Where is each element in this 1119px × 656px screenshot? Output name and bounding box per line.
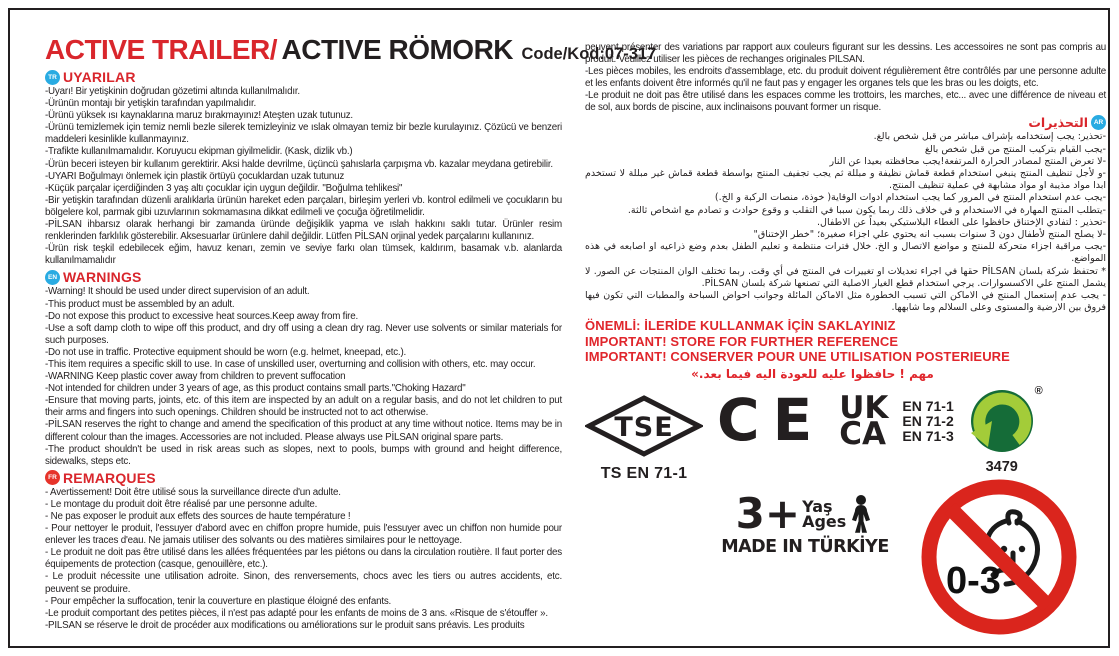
warning-line: - Pour nettoyer le produit, l'essuyer d'abord avec en chiffon propre humide, puis l'essuyer avec un chiffon non humide pour enlever les traces d'eau. Ne jamais utiliser des solvants ou des matières similaires pour le nettoyage. xyxy=(45,523,562,547)
section-title-en: WARNINGS xyxy=(63,269,142,286)
page-title xyxy=(45,34,657,66)
warnings-list-en xyxy=(45,286,562,467)
warning-line: -Bir yetişkin tarafından düzenli aralıklarla ürünün hareket eden parçaları, birleşim yerleri vb. kontrol edilmeli ve çocukların bu bölgelere kol, parmak gibi uzuvlarının sokmamasına dikkat edilmeli ve çocuğa öğretilmelidir. xyxy=(45,194,562,218)
warning-line: -Not intended for children under 3 years of age, as this product contains small parts."Choking Hazard" xyxy=(45,383,466,395)
en-standards-list xyxy=(902,399,953,444)
warning-line: - Pour empêcher la suffocation, tenir la couverture en plastique éloigné des enfants. xyxy=(45,595,392,607)
age-grading-block xyxy=(710,488,900,557)
warning-line: -UYARI Boğulmayı önlemek için plastik örtüyü çocuklardan uzak tutunuz xyxy=(45,170,345,182)
warning-line: - Avertissement! Doit être utilisé sous la surveillance directe d'un adulte. xyxy=(45,486,341,498)
important-notice-en: IMPORTANT! STORE FOR FURTHER REFERENCE xyxy=(585,333,899,349)
age-0-3-prohibition-sign xyxy=(921,479,1077,635)
warning-line: -تحذير: يجب إستخدامه بإشراف مباشر من قبل شخص بالغ. xyxy=(873,131,1106,143)
warning-line: -PİLSAN ihbarsız olarak herhangi bir zamanda üründe değişiklik yapma ve ıslah hakkını saklı tutar. Ürünler resim renklerinden farklılık gösterebilir. Aksesuarlar ürünlere dahil değildir. Lütfen PİLSAN orjinal yedek parçalarını kullanınız. xyxy=(45,219,562,243)
bottom-row xyxy=(585,487,1106,656)
warning-line: -يجب مراقبة اجزاء متحركة للمنتج و مواضع الاتصال و الخ. خلال فترات منتظمة و تعليم الطفل بعدم وضع ذراعيه او اصابعه في هذه المواضع. xyxy=(585,241,1106,265)
warning-line: -Ürün risk teşkil edebilecek eğim, havuz kenarı, zemin ve seviye farkı olan tümsek, kaldırım, basamak v.b. alanlarda kullanılmamalıdır xyxy=(45,243,562,267)
age-word-labels xyxy=(802,496,847,531)
green-dot-mark xyxy=(970,384,1043,475)
section-header-ar xyxy=(585,115,1106,130)
warning-line: - Le produit nécessite une utilisation adroite. Sinon, des renversements, chocs avec les tiers ou autres accidents, etc. peuvent se produire. xyxy=(45,571,562,595)
ukca-mark xyxy=(839,389,889,452)
child-figure-icon xyxy=(848,494,874,534)
warning-line: - Le produit ne doit pas être utilisé dans les allées fréquentées par les piétons ou dans la circulation routière. Il faut porter des équipements de protection (casque, genouillère, etc.). xyxy=(45,547,562,571)
warning-line: -Le produit ne doit pas être utilisé dans les espaces comme les trottoirs, les marches, etc... avec une différence de niveau et de sol, aux bords de piscine, aux inclinaisons pouvant former un risque. xyxy=(585,89,1106,113)
warning-line: -Küçük parçalar içerdiğinden 3 yaş altı çocuklar için uygun değildir. "Boğulma tehlikesi" xyxy=(45,182,403,194)
ce-mark: CE xyxy=(717,385,826,454)
section-header-en xyxy=(45,269,562,285)
warning-line: -PILSAN se réserve le droit de procéder aux modifications ou améliorations sur le produit sans préavis. Les produits xyxy=(45,619,525,631)
age-label-tr: Yaş xyxy=(802,496,833,516)
product-name-en: ACTIVE TRAILER/ xyxy=(45,34,278,65)
age-plus-label: 3+ xyxy=(735,488,801,538)
made-in-label: MADE IN TÜRKİYE xyxy=(721,536,889,557)
warning-line: - يجب عدم إستعمال المنتج في الاماكن التي تسبب الخطورة مثل الاماكن المائلة وجوانب احواض السباحة والمطبات التي تكون فيها فروق بين الارضية والمستوى وعلى السلالم وما شابهها. xyxy=(585,290,1106,314)
warning-line: -يتطلب المنتج المهارة في الاستخدام و في خلاف ذلك ربما يكون سببا في التقلب و وقوع حوادث و تصادم مع اشخاص ثالثة. xyxy=(627,204,1106,216)
no-children-0-3-icon xyxy=(921,479,1077,635)
important-notice-fr: IMPORTANT! CONSERVER POUR UNE UTILISATION POSTERIEURE xyxy=(585,349,1010,365)
warnings-list-ar xyxy=(585,131,1106,314)
ukca-line2: CA xyxy=(839,415,886,452)
warning-line: -PİLSAN reserves the right to change and amend the specification of this product at any time without notice. Items may be in different colour than the images. Accessories are not included. Please always use PİLSAN original spare parts. xyxy=(45,419,562,443)
age-label-en: Ages xyxy=(802,511,847,531)
important-notices xyxy=(585,318,1106,381)
warning-line: -Ürünün montajı bir yetişkin tarafından yapılmalıdır. xyxy=(45,98,257,110)
registered-trademark-symbol: ® xyxy=(1034,384,1043,397)
warning-line: EN 71-3 xyxy=(902,427,954,444)
warning-line: -Ürünü yüksek ısı kaynaklarına maruz bırakmayınız! Ateşten uzak tutunuz. xyxy=(45,110,353,122)
green-dot-number: 3479 xyxy=(985,458,1018,475)
warning-line: -Do not expose this product to excessive heat sources.Keep away from fire. xyxy=(45,310,359,322)
ukca-line1: UK xyxy=(839,389,889,426)
language-badge-ar-icon: AR xyxy=(1091,115,1106,130)
section-header-tr xyxy=(45,69,562,85)
section-ar xyxy=(585,115,1106,314)
section-title-fr: REMARQUES xyxy=(63,469,156,486)
warning-line: -Warning! It should be used under direct supervision of an adult. xyxy=(45,286,310,298)
product-name-tr: ACTIVE RÖMORK xyxy=(281,34,514,65)
section-title-tr: UYARILAR xyxy=(63,69,136,85)
warning-line: -The product shouldn't be used in risk areas such as slopes, next to pools, bumps with ground and height difference, sidewalks, steps etc. xyxy=(45,443,562,467)
age-grading xyxy=(710,488,900,538)
section-header-fr xyxy=(45,470,562,486)
warning-line: * تحتفظ شركة بلسان PİLSAN حقها في اجراء تعديلات او تغييرات في المنتج في أي وقت. ربما تختلف الوان المنتجات عن الصور. لا يشمل المنتج علي الاكسسوارات. يرجي استخدام قطع الغيار الاصلية التي تصنعها شركة بلسان PİLSAN. xyxy=(585,265,1107,289)
warning-line: -Use a soft damp cloth to wipe off this product, and dry off using a clean dry rag. Never use solvents or similar materials for such purposes. xyxy=(45,322,562,346)
tse-logo-icon xyxy=(585,395,703,457)
language-badge-fr-icon: FR xyxy=(45,470,60,485)
tse-standard-label: TS EN 71-1 xyxy=(600,464,688,482)
certification-marks-row xyxy=(585,384,1106,483)
warning-line: -لا يصلح المنتج لأطفال دون 3 سنوات بسبب انه يحتوي علي اجزاء صغيرة؛ "خطر الإختناق" xyxy=(753,229,1106,241)
warning-line: -يجب القيام بتركيب المنتج من قبل شخص بالغ xyxy=(924,143,1106,155)
important-notice-tr: ÖNEMLİ: İLERİDE KULLANMAK İÇİN SAKLAYINIZ xyxy=(585,318,896,334)
warning-line: -Ürün beceri isteyen bir kullanım gerektirir. Aksi halde devrilme, üçüncü şahıslarla çarpışma vb. kazalar meydana getirebilir. xyxy=(45,158,553,170)
warning-line: -Le produit comportant des petites pièces, il n'est pas adapté pour les enfants de moins de 3 ans. «Risque de s'étouffer ». xyxy=(45,607,548,619)
warning-line: -لا تعرض المنتج لمصادر الحرارة المرتفعة!يجب محافظته بعيدا عن النار xyxy=(829,155,1106,167)
ban-age-range-label: 0-3 xyxy=(946,559,1001,602)
product-code: Code/Kod:07-317 xyxy=(521,45,657,63)
warning-line: -Ensure that moving parts, joints, etc. of this item are inspected by an adult on a regular basis, and do not let children to put their arms and fingers into such openings. Children should be instructed not to act otherwise. xyxy=(45,395,562,419)
warning-line: EN 71-2 xyxy=(902,412,954,429)
warning-line: - Le montage du produit doit être réalisé par une personne adulte. xyxy=(45,498,318,510)
warning-line: peuvent présenter des variations par rapport aux couleurs figurant sur les dessins. Les accessoires ne sont pas compris au produit. Veuillez utiliser les pièces de rechanges originales PILSAN. xyxy=(585,42,1106,65)
warning-line: -Les pièces mobiles, les endroits d'assemblage, etc. du produit doivent régulièrement être contrôlés par une personne adulte et les enfants doivent être informés qu'il ne faut pas y engager les organes tels que les bras ou les doigts, etc. xyxy=(585,65,1106,89)
warnings-list-fr xyxy=(45,487,562,632)
svg-text:TSE: TSE xyxy=(614,411,674,443)
tse-mark xyxy=(585,395,703,483)
warning-line: -Do not use in traffic. Protective equipment should be worn (e.g. helmet, kneepad, etc.). xyxy=(45,346,407,358)
language-badge-en-icon: EN xyxy=(45,270,60,285)
language-badge-tr-icon: TR xyxy=(45,70,60,85)
important-notice-ar: مهم ! حافظوا عليه للعودة اليه فيما بعد.» xyxy=(691,366,934,381)
warning-line: EN 71-1 xyxy=(902,397,954,414)
warning-line: -Ürünü temizlemek için temiz nemli bezle silerek temizleyiniz ve ıslak olmayan temiz bir bezle kurulayınız. Çözücü ve benzeri maddeleri kesinlikle kullanmayınız. xyxy=(45,122,562,146)
warning-line: -تحذير : لتفادي الإختناق حافظوا على الغطاء البلاستيكي بعيداً عن الاطفال. xyxy=(817,216,1106,228)
warning-line: - Ne pas exposer le produit aux effets des sources de haute température ! xyxy=(45,511,351,522)
warning-line: -Trafikte kullanılmamalıdır. Koruyucu ekipman giyilmelidir. (Kask, dizlik vb.) xyxy=(45,146,353,158)
section-title-ar: التحذيرات xyxy=(1028,115,1088,131)
green-dot-icon xyxy=(970,389,1034,453)
warning-line: -Uyarı! Bir yetişkinin doğrudan gözetimi altında kullanılmalıdır. xyxy=(45,86,300,97)
warning-line: -و لأجل تنظيف المنتج ينبغي استخدام قطعة قماش نظيفة و مبللة ثم يجب تجفيف المنتج بواسطة قطعة قماش غير مبللة لا تستخدم ابدا مواد مذيبة او مواد مشابهة في عملية تنظيف المنتج. xyxy=(585,168,1106,192)
right-column xyxy=(585,42,1106,656)
warning-line: -This item requires a specific skill to use. In case of unskilled user, overturning and collision with others, etc. may occur. xyxy=(45,358,536,370)
warnings-list-tr xyxy=(45,86,562,267)
warnings-list-fr-continued xyxy=(585,42,1106,113)
warning-line: -WARNING Keep plastic cover away from children to prevent suffocation xyxy=(45,371,346,383)
warning-line: -This product must be assembled by an adult. xyxy=(45,298,235,310)
warning-line: -يجب عدم استخدام المنتج في المرور كما يجب استخدام ادوات الوقاية( خوذة، منصات الركبة و الخ.) xyxy=(714,192,1106,204)
